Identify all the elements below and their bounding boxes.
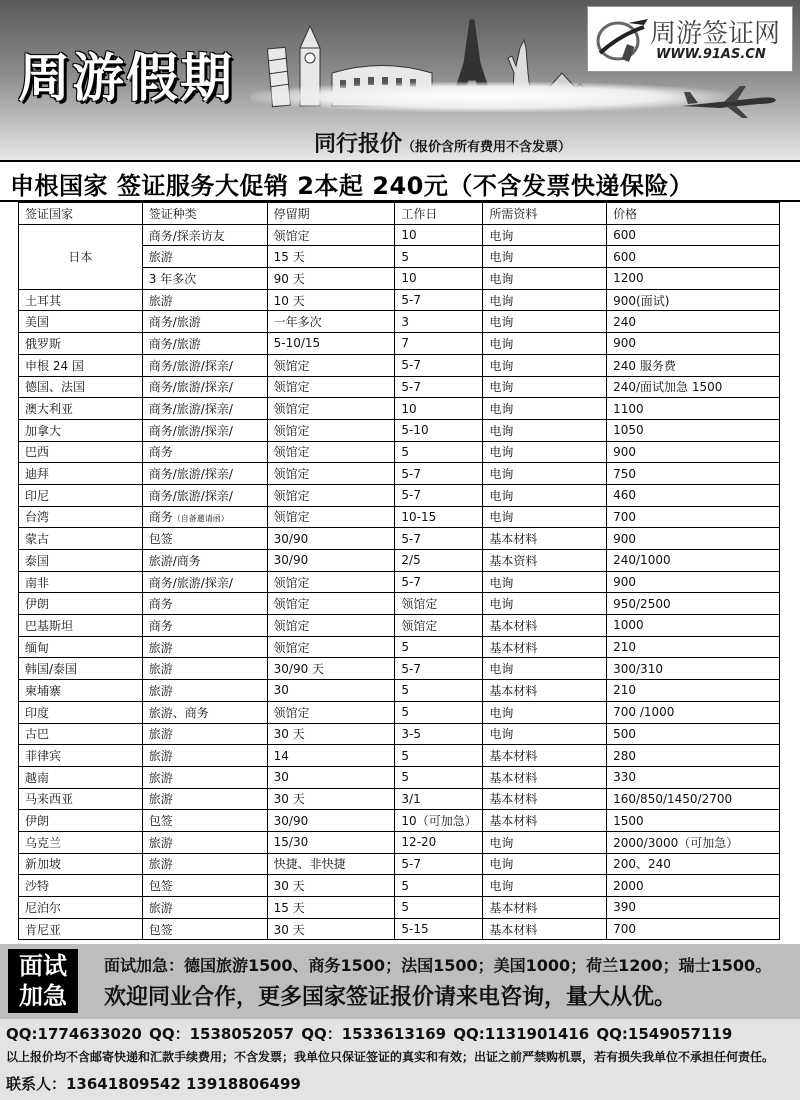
- table-cell: 330: [607, 766, 780, 788]
- table-cell: 5-7: [395, 354, 483, 376]
- table-cell: 30/90: [267, 528, 395, 550]
- table-cell: 700: [607, 918, 780, 940]
- table-cell: 3: [395, 311, 483, 333]
- table-cell: 30 天: [267, 918, 395, 940]
- table-cell: 商务/旅游/探亲/: [142, 354, 267, 376]
- table-cell: 5: [395, 897, 483, 919]
- table-cell: 商务/旅游: [142, 311, 267, 333]
- table-cell: 旅游: [142, 658, 267, 680]
- table-cell: 基本材料: [483, 745, 607, 767]
- country-cell: 俄罗斯: [19, 333, 143, 355]
- country-cell: 新加坡: [19, 853, 143, 875]
- table-cell: 基本资料: [483, 550, 607, 572]
- table-cell: 240 服务费: [607, 354, 780, 376]
- table-row: [19, 311, 780, 333]
- table-cell: 460: [607, 484, 780, 506]
- table-cell: 电询: [483, 441, 607, 463]
- contact-block: [0, 1019, 800, 1100]
- table-cell: 商务/旅游/探亲/: [142, 463, 267, 485]
- table-cell: 领馆定: [267, 441, 395, 463]
- table-cell: 3-5: [395, 723, 483, 745]
- table-cell: 基本材料: [483, 897, 607, 919]
- table-cell: 5-10/15: [267, 333, 395, 355]
- table-cell: 5: [395, 441, 483, 463]
- promo-text: 申根国家 签证服务大促销 2本起 240元（不含发票快递保险）: [10, 172, 694, 200]
- country-cell: 德国、法国: [19, 376, 143, 398]
- table-cell: 1200: [607, 268, 780, 290]
- table-cell: 10（可加急）: [395, 810, 483, 832]
- table-cell: 950/2500: [607, 593, 780, 615]
- table-cell: 基本材料: [483, 680, 607, 702]
- table-row: [19, 419, 780, 441]
- table-cell: 750: [607, 463, 780, 485]
- quote-heading: [314, 127, 571, 158]
- country-cell: 柬埔寨: [19, 680, 143, 702]
- table-cell: 旅游: [142, 853, 267, 875]
- table-row: [19, 745, 780, 767]
- table-cell: 5-7: [395, 853, 483, 875]
- table-cell: 快捷、非快捷: [267, 853, 395, 875]
- table-row: [19, 615, 780, 637]
- table-cell: 电询: [483, 831, 607, 853]
- table-cell: 10-15: [395, 506, 483, 528]
- country-cell: 南非: [19, 571, 143, 593]
- table-cell: 旅游: [142, 723, 267, 745]
- table-cell: 旅游: [142, 897, 267, 919]
- table-cell: 电询: [483, 419, 607, 441]
- logo-title: 周游签证网: [650, 19, 781, 49]
- table-cell: 电询: [483, 506, 607, 528]
- table-cell: 2000/3000（可加急）: [607, 831, 780, 853]
- table-cell: 电询: [483, 484, 607, 506]
- table-cell: 5-7: [395, 571, 483, 593]
- table-row: [19, 680, 780, 702]
- globe-plane-logo-icon: [594, 15, 650, 65]
- table-row: [19, 788, 780, 810]
- table-row: [19, 441, 780, 463]
- table-cell: 90 天: [267, 268, 395, 290]
- header-cell: 价格: [607, 203, 780, 225]
- table-cell: 电询: [483, 246, 607, 268]
- table-cell: 包签: [142, 875, 267, 897]
- logo-url[interactable]: WWW.91AS.CN: [656, 47, 766, 62]
- table-cell: 390: [607, 897, 780, 919]
- country-cell: 申根 24 国: [19, 354, 143, 376]
- table-row: [19, 701, 780, 723]
- header-cell: 工作日: [395, 203, 483, 225]
- header-cell: 停留期: [267, 203, 395, 225]
- table-cell: 30 天: [267, 723, 395, 745]
- table-cell: 商务/探亲访友: [142, 224, 267, 246]
- country-cell: 加拿大: [19, 419, 143, 441]
- country-cell: 美国: [19, 311, 143, 333]
- table-cell: 30 天: [267, 788, 395, 810]
- table-cell: 900: [607, 333, 780, 355]
- table-cell: 1000: [607, 615, 780, 637]
- header-cell: 签证国家: [19, 203, 143, 225]
- table-cell: 1050: [607, 419, 780, 441]
- table-cell: 15/30: [267, 831, 395, 853]
- quote-title: 同行报价: [314, 132, 403, 157]
- table-cell: 包签: [142, 810, 267, 832]
- table-row: [19, 636, 780, 658]
- table-cell: 14: [267, 745, 395, 767]
- table-cell: 基本材料: [483, 766, 607, 788]
- table-cell: 电询: [483, 354, 607, 376]
- table-cell: 160/850/1450/2700: [607, 788, 780, 810]
- contact-person[interactable]: 联系人：13641809542 13918806499: [6, 1075, 301, 1093]
- table-cell: 电询: [483, 593, 607, 615]
- table-cell: 15 天: [267, 246, 395, 268]
- table-cell: 电询: [483, 268, 607, 290]
- table-cell: 商务/旅游: [142, 333, 267, 355]
- quote-subtitle: （报价含所有费用不含发票）: [402, 140, 572, 155]
- table-row: [19, 875, 780, 897]
- urgent-prices: 面试加急：德国旅游1500、商务1500；法国1500；美国1000；荷兰1200；瑞士1500。: [104, 956, 772, 975]
- country-cell: 肯尼亚: [19, 918, 143, 940]
- table-cell: 1500: [607, 810, 780, 832]
- table-cell: 7: [395, 333, 483, 355]
- table-cell: 电询: [483, 376, 607, 398]
- table-cell: 领馆定: [267, 593, 395, 615]
- table-row: [19, 918, 780, 940]
- table-cell: 商务/旅游/探亲/: [142, 398, 267, 420]
- table-cell: 旅游: [142, 246, 267, 268]
- table-cell: 基本材料: [483, 810, 607, 832]
- table-row: [19, 723, 780, 745]
- table-cell: 900: [607, 441, 780, 463]
- table-row: [19, 571, 780, 593]
- country-cell: 巴西: [19, 441, 143, 463]
- table-cell: 领馆定: [267, 463, 395, 485]
- table-row: [19, 853, 780, 875]
- table-cell: 旅游、商务: [142, 701, 267, 723]
- table-cell: 商务（自备邀请函）: [142, 506, 267, 528]
- table-cell: 领馆定: [267, 224, 395, 246]
- table-row: [19, 550, 780, 572]
- table-cell: 3/1: [395, 788, 483, 810]
- table-cell: 5-7: [395, 658, 483, 680]
- table-cell: 电询: [483, 333, 607, 355]
- country-cell: 菲律宾: [19, 745, 143, 767]
- country-cell: 古巴: [19, 723, 143, 745]
- table-cell: 10: [395, 224, 483, 246]
- table-cell: 领馆定: [267, 636, 395, 658]
- table-cell: 商务: [142, 593, 267, 615]
- table-cell: 旅游: [142, 289, 267, 311]
- table-cell: 领馆定: [267, 506, 395, 528]
- country-cell: 印尼: [19, 484, 143, 506]
- table-cell: 旅游: [142, 831, 267, 853]
- table-cell: 700 /1000: [607, 701, 780, 723]
- country-cell: 韩国/泰国: [19, 658, 143, 680]
- table-cell: 旅游: [142, 766, 267, 788]
- header-banner: [0, 0, 800, 160]
- table-cell: 电询: [483, 571, 607, 593]
- table-cell: 12-20: [395, 831, 483, 853]
- airplane-icon: [680, 80, 780, 120]
- badge-line: 加急: [19, 982, 67, 1010]
- table-header-row: [19, 203, 780, 225]
- table-cell: 1100: [607, 398, 780, 420]
- table-cell: 210: [607, 636, 780, 658]
- table-cell: 电询: [483, 658, 607, 680]
- table-cell: 领馆定: [395, 615, 483, 637]
- country-cell: 土耳其: [19, 289, 143, 311]
- promo-bar: [0, 160, 800, 202]
- table-cell: 5: [395, 680, 483, 702]
- table-cell: 电询: [483, 875, 607, 897]
- table-cell: 电询: [483, 853, 607, 875]
- table-cell: 30: [267, 680, 395, 702]
- table-cell: 基本材料: [483, 918, 607, 940]
- table-cell: 5-15: [395, 918, 483, 940]
- table-row: [19, 897, 780, 919]
- table-cell: 5: [395, 766, 483, 788]
- table-cell: 电询: [483, 224, 607, 246]
- country-cell: 伊朗: [19, 593, 143, 615]
- table-cell: 700: [607, 506, 780, 528]
- table-cell: 900: [607, 528, 780, 550]
- table-cell: 280: [607, 745, 780, 767]
- table-row: [19, 831, 780, 853]
- table-cell: 5-7: [395, 528, 483, 550]
- site-logo[interactable]: [587, 6, 793, 72]
- country-cell: 澳大利亚: [19, 398, 143, 420]
- country-cell: 日本: [19, 224, 143, 289]
- brand-title: 周游假期: [18, 49, 235, 109]
- welcome-slogan: 欢迎同业合作，更多国家签证报价请来电咨询，量大从优。: [104, 985, 677, 1010]
- qq-numbers[interactable]: QQ:1774633020 QQ：1538052057 QQ：1533613169 QQ:1131901416 QQ:1549057119: [6, 1025, 733, 1043]
- table-cell: 包签: [142, 918, 267, 940]
- table-cell: 5-7: [395, 484, 483, 506]
- table-row: [19, 354, 780, 376]
- country-cell: 伊朗: [19, 810, 143, 832]
- badge-line: 面试: [19, 952, 67, 980]
- country-cell: 越南: [19, 766, 143, 788]
- invitation-note: （自备邀请函）: [172, 514, 229, 524]
- table-cell: 商务/旅游/探亲/: [142, 419, 267, 441]
- table-cell: 旅游/商务: [142, 550, 267, 572]
- table-row: [19, 810, 780, 832]
- table-cell: 5-7: [395, 463, 483, 485]
- table-row: [19, 766, 780, 788]
- table-cell: 领馆定: [267, 701, 395, 723]
- urgent-badge: [8, 949, 78, 1013]
- disclaimer: 以上报价均不含邮寄快递和汇款手续费用；不含发票；我单位只保证签证的真实和有效；出证之前严禁购机票，若有损失我单位不承担任何责任。: [6, 1050, 775, 1064]
- country-cell: 乌克兰: [19, 831, 143, 853]
- table-cell: 领馆定: [395, 593, 483, 615]
- table-cell: 基本材料: [483, 788, 607, 810]
- table-row: [19, 289, 780, 311]
- table-cell: 600: [607, 224, 780, 246]
- table-row: [19, 463, 780, 485]
- table-cell: 电询: [483, 463, 607, 485]
- table-cell: 旅游: [142, 680, 267, 702]
- table-cell: 30/90 天: [267, 658, 395, 680]
- table-cell: 240/面试加急 1500: [607, 376, 780, 398]
- table-cell: 5: [395, 636, 483, 658]
- table-cell: 基本材料: [483, 636, 607, 658]
- table-cell: 商务/旅游/探亲/: [142, 484, 267, 506]
- table-cell: 电询: [483, 723, 607, 745]
- table-cell: 领馆定: [267, 484, 395, 506]
- table-cell: 电询: [483, 701, 607, 723]
- table-cell: 商务/旅游/探亲/: [142, 571, 267, 593]
- table-row: [19, 658, 780, 680]
- table-cell: 旅游: [142, 745, 267, 767]
- table-cell: 领馆定: [267, 419, 395, 441]
- table-cell: 5: [395, 875, 483, 897]
- table-row: [19, 224, 780, 246]
- table-cell: 600: [607, 246, 780, 268]
- table-cell: 15 天: [267, 897, 395, 919]
- country-cell: 台湾: [19, 506, 143, 528]
- country-cell: 迪拜: [19, 463, 143, 485]
- country-cell: 蒙古: [19, 528, 143, 550]
- table-cell: 旅游: [142, 788, 267, 810]
- table-row: [19, 398, 780, 420]
- table-cell: 5-10: [395, 419, 483, 441]
- table-cell: 商务: [142, 441, 267, 463]
- country-cell: 巴基斯坦: [19, 615, 143, 637]
- country-cell: 尼泊尔: [19, 897, 143, 919]
- table-row: [19, 333, 780, 355]
- table-cell: 10: [395, 268, 483, 290]
- table-cell: 包签: [142, 528, 267, 550]
- table-cell: 电询: [483, 398, 607, 420]
- table-cell: 领馆定: [267, 571, 395, 593]
- country-cell: 缅甸: [19, 636, 143, 658]
- visa-price-table: [18, 202, 780, 940]
- table-cell: 5-7: [395, 376, 483, 398]
- country-cell: 沙特: [19, 875, 143, 897]
- table-cell: 3 年多次: [142, 268, 267, 290]
- table-cell: 300/310: [607, 658, 780, 680]
- table-cell: 210: [607, 680, 780, 702]
- table-cell: 领馆定: [267, 615, 395, 637]
- table-cell: 旅游: [142, 636, 267, 658]
- table-cell: 30 天: [267, 875, 395, 897]
- table-cell: 900: [607, 571, 780, 593]
- table-cell: 240/1000: [607, 550, 780, 572]
- table-cell: 商务/旅游/探亲/: [142, 376, 267, 398]
- table-row: [19, 528, 780, 550]
- table-cell: 2/5: [395, 550, 483, 572]
- table-row: [19, 376, 780, 398]
- table-cell: 一年多次: [267, 311, 395, 333]
- table-cell: 2000: [607, 875, 780, 897]
- cloud-decoration: [250, 82, 730, 112]
- header-cell: 所需资料: [483, 203, 607, 225]
- country-cell: 马来西亚: [19, 788, 143, 810]
- table-cell: 10 天: [267, 289, 395, 311]
- table-cell: 5: [395, 745, 483, 767]
- table-cell: 领馆定: [267, 376, 395, 398]
- table-row: [19, 484, 780, 506]
- table-cell: 30/90: [267, 550, 395, 572]
- table-cell: 200、240: [607, 853, 780, 875]
- table-cell: 5: [395, 246, 483, 268]
- table-cell: 5-7: [395, 289, 483, 311]
- table-cell: 领馆定: [267, 398, 395, 420]
- interview-urgent-block: [0, 944, 800, 1019]
- table-cell: 900(面试): [607, 289, 780, 311]
- table-row: [19, 593, 780, 615]
- country-cell: 印度: [19, 701, 143, 723]
- table-cell: 5: [395, 701, 483, 723]
- table-cell: 30: [267, 766, 395, 788]
- table-cell: 电询: [483, 289, 607, 311]
- table-cell: 商务: [142, 615, 267, 637]
- table-cell: 领馆定: [267, 354, 395, 376]
- table-row: [19, 506, 780, 528]
- country-cell: 泰国: [19, 550, 143, 572]
- table-cell: 基本材料: [483, 615, 607, 637]
- header-cell: 签证种类: [142, 203, 267, 225]
- table-cell: 10: [395, 398, 483, 420]
- table-cell: 30/90: [267, 810, 395, 832]
- table-cell: 电询: [483, 311, 607, 333]
- table-cell: 基本材料: [483, 528, 607, 550]
- table-cell: 240: [607, 311, 780, 333]
- table-cell: 500: [607, 723, 780, 745]
